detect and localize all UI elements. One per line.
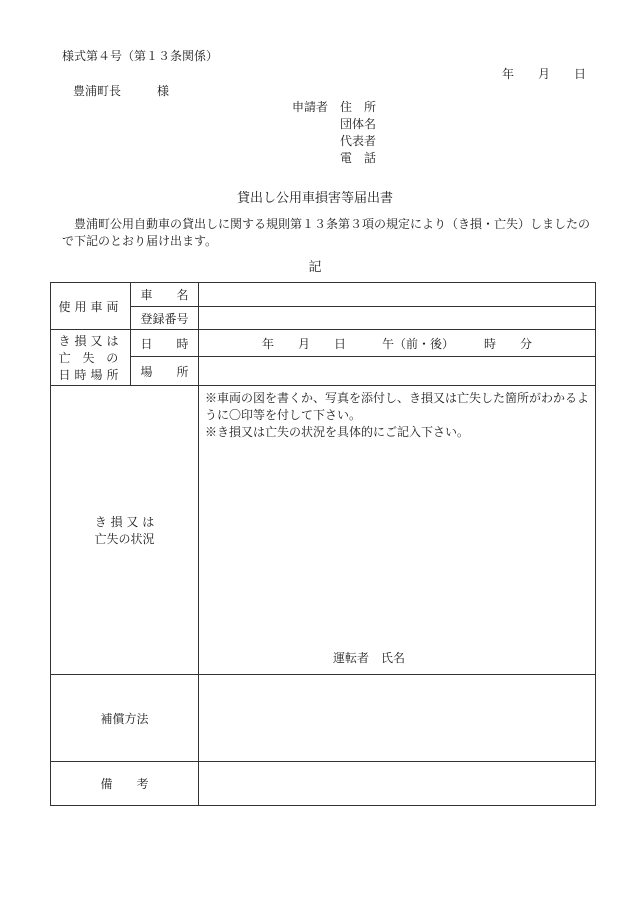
place-field[interactable] xyxy=(199,357,596,386)
instruction-note-1: ※車両の図を書くか、写真を添付し、き損又は亡失した箇所がわかるように〇印等を付して下さい。 xyxy=(205,391,590,422)
vehicle-label-cell xyxy=(51,283,131,330)
document-title: 貸出し公用車損害等届出書 xyxy=(236,191,393,206)
body-text: 豊浦町公用自動車の貸出しに関する規則第１３条第３項の規定により（き損・亡失）しましたので下記のとおり届け出ます。 xyxy=(62,217,591,248)
compensation-field[interactable] xyxy=(199,675,596,762)
instruction-note-2: ※き損又は亡失の状況を具体的にご記入下さい。 xyxy=(205,425,470,439)
datetime-place-label-cell xyxy=(51,330,131,386)
phone-label: 電 話 xyxy=(340,151,377,165)
registration-field[interactable] xyxy=(199,307,596,330)
datetime-field[interactable]: 年 月 日 午（前・後） 時 分 xyxy=(199,330,596,357)
datetime-place-label-3: 日時場所 xyxy=(58,368,123,382)
status-label-1: き 損 又 は xyxy=(94,515,155,529)
address-label: 住 所 xyxy=(340,100,377,114)
representative-label: 代表者 xyxy=(340,134,377,148)
car-name-field[interactable] xyxy=(199,283,596,307)
date-line: 年 月 日 xyxy=(502,67,587,81)
driver-name-label: 運転者 氏名 xyxy=(333,651,406,665)
applicant-prefix: 申請者 xyxy=(292,100,329,114)
status-field[interactable] xyxy=(199,386,596,675)
status-label-2: 亡失の状況 xyxy=(94,532,155,546)
form-number: 様式第４号（第１３条関係） xyxy=(62,49,219,63)
datetime-place-label-1: き損又は xyxy=(58,334,123,348)
remarks-field[interactable] xyxy=(199,762,596,806)
compensation-label: 補償方法 xyxy=(51,675,199,762)
datetime-label: 日 時 xyxy=(131,330,199,357)
datetime-place-label-2: 亡 失 の xyxy=(58,351,123,365)
registration-label: 登録番号 xyxy=(131,307,199,330)
vehicle-label: 使用車両 xyxy=(58,299,123,314)
remarks-label: 備 考 xyxy=(51,762,199,806)
ki-heading: 記 xyxy=(308,260,322,275)
group-label: 団体名 xyxy=(340,117,377,131)
report-table xyxy=(50,282,596,806)
place-label: 場 所 xyxy=(131,357,199,386)
status-label-cell xyxy=(51,386,199,675)
car-name-label: 車 名 xyxy=(131,283,199,307)
addressee: 豊浦町長 様 xyxy=(73,84,170,98)
